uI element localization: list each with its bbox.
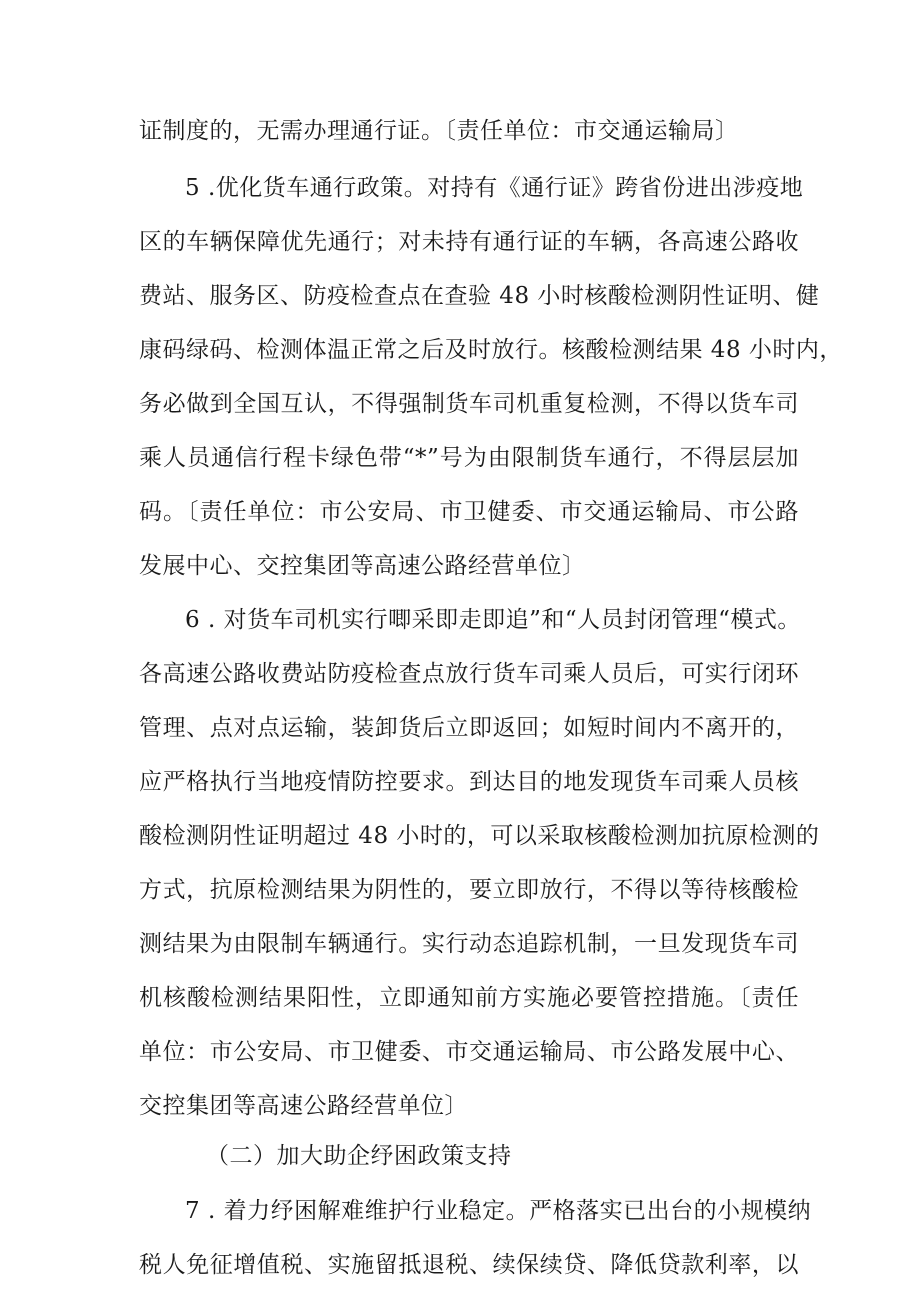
text-line-12: 管理、点对点运输，装卸货后立即返回；如短时间内不离开的， bbox=[139, 715, 799, 741]
text-line-21: 7 . 着力纾困解难维护行业稳定。严格落实已出台的小规模纳 bbox=[185, 1198, 812, 1224]
text-line-19: 交控集团等高速公路经营单位〕 bbox=[139, 1093, 468, 1119]
text-line-1: 证制度的，无需办理通行证。〔责任单位：市交通运输局〕 bbox=[139, 118, 739, 144]
text-line-5: 康码绿码、检测体温正常之后及时放行。核酸检测结果 48 小时内， bbox=[139, 337, 843, 363]
text-line-6: 务必做到全国互认，不得强制货车司机重复检测，不得以货车司 bbox=[139, 391, 799, 417]
text-line-10: 6 . 对货车司机实行唧采即走即追”和“人员封闭管理“模式。 bbox=[185, 607, 801, 633]
text-line-15: 方式，抗原检测结果为阴性的，要立即放行，不得以等待核酸检 bbox=[139, 877, 799, 903]
text-line-18: 单位：市公安局、市卫健委、市交通运输局、市公路发展中心、 bbox=[139, 1039, 799, 1065]
text-line-13: 应严格执行当地疫情防控要求。到达目的地发现货车司乘人员核 bbox=[139, 769, 799, 795]
text-line-14: 酸检测阴性证明超过 48 小时的，可以采取核酸检测加抗原检测的 bbox=[139, 823, 820, 849]
text-line-11: 各高速公路收费站防疫检查点放行货车司乘人员后，可实行闭环 bbox=[139, 661, 799, 687]
text-line-8: 码。〔责任单位：市公安局、市卫健委、市交通运输局、市公路 bbox=[139, 499, 799, 525]
text-line-22: 税人免征增值税、实施留抵退税、续保续贷、降低贷款利率，以 bbox=[139, 1252, 799, 1278]
text-line-3: 区的车辆保障优先通行；对未持有通行证的车辆，各高速公路收 bbox=[139, 229, 799, 255]
text-line-4: 费站、服务区、防疫检查点在查验 48 小时核酸检测阴性证明、健 bbox=[139, 283, 820, 309]
text-line-2: 5 .优化货车通行政策。对持有《通行证》跨省份进出涉疫地 bbox=[185, 175, 804, 201]
text-line-9: 发展中心、交控集团等高速公路经营单位〕 bbox=[139, 553, 586, 579]
text-line-7: 乘人员通信行程卡绿色带“*”号为由限制货车通行，不得层层加 bbox=[139, 445, 799, 471]
text-line-17: 机核酸检测结果阳性，立即通知前方实施必要管控措施。〔责任 bbox=[139, 985, 799, 1011]
section-heading: （二）加大助企纾困政策支持 bbox=[206, 1143, 512, 1169]
text-line-16: 测结果为由限制车辆通行。实行动态追踪机制，一旦发现货车司 bbox=[139, 931, 799, 957]
